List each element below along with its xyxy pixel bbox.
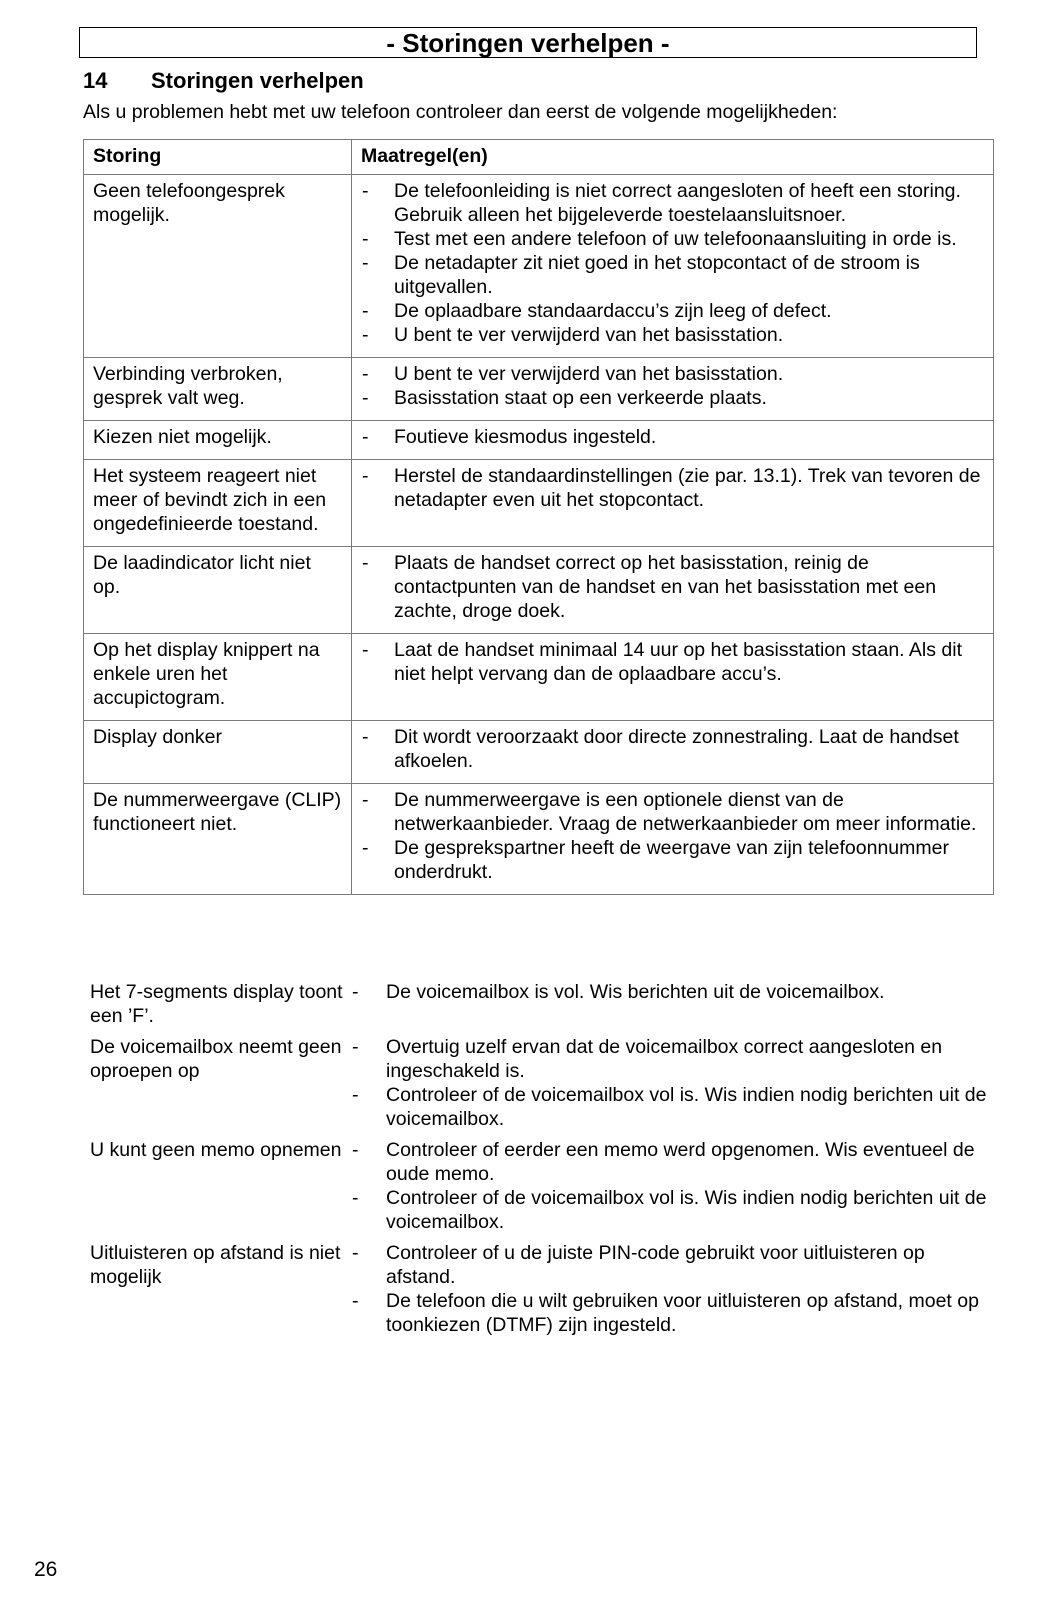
bullet-dash: - <box>362 363 369 385</box>
measure-item <box>361 425 985 449</box>
column-header-measures: Maatregel(en) <box>352 140 994 175</box>
measure-list <box>351 1138 994 1234</box>
problem-cell: De laadindicator licht niet op. <box>84 547 352 634</box>
measure-text: Controleer of de voicemailbox vol is. Wis indien nodig berichten uit de voicemailbox. <box>386 1084 987 1130</box>
measure-item <box>361 788 985 836</box>
measures-cell <box>352 358 994 421</box>
problem-cell: Op het display knippert na enkele uren het accupictogram. <box>84 634 352 721</box>
list-item <box>83 980 994 1028</box>
bullet-dash: - <box>362 465 369 487</box>
measure-text: De telefoonleiding is niet correct aangesloten of heeft een storing. Gebruik alleen het bijgeleverde toestelaansluitsnoer. <box>394 180 961 226</box>
table-row <box>84 634 994 721</box>
measure-list <box>361 179 985 347</box>
problem-cell: Het systeem reageert niet meer of bevindt zich in een ongedefinieerde toestand. <box>84 460 352 547</box>
measure-list <box>361 362 985 410</box>
measure-item <box>361 299 985 323</box>
measure-text: De netadapter zit niet goed in het stopcontact of de stroom is uitgevallen. <box>394 252 920 298</box>
measure-list <box>361 725 985 773</box>
bullet-dash: - <box>352 981 359 1003</box>
measure-item <box>361 386 985 410</box>
bullet-dash: - <box>362 324 369 346</box>
measure-text: Herstel de standaardinstellingen (zie par. 13.1). Trek van tevoren de netadapter even uit het stopcontact. <box>394 465 981 511</box>
problem-cell: Verbinding verbroken, gesprek valt weg. <box>84 358 352 421</box>
intro-text: Als u problemen hebt met uw telefoon controleer dan eerst de volgende mogelijkheden: <box>83 101 838 123</box>
problem-cell: De nummerweergave (CLIP) functioneert niet. <box>84 784 352 895</box>
measure-text: U bent te ver verwijderd van het basisstation. <box>394 324 784 346</box>
measure-list <box>361 551 985 623</box>
measure-text: Test met een andere telefoon of uw telefoonaansluiting in orde is. <box>394 228 957 250</box>
measures-cell <box>352 634 994 721</box>
section-title: Storingen verhelpen <box>151 68 364 93</box>
bullet-dash: - <box>362 552 369 574</box>
measure-list <box>361 788 985 884</box>
list-item <box>83 1035 994 1131</box>
measure-text: Dit wordt veroorzaakt door directe zonnestraling. Laat de handset afkoelen. <box>394 726 959 772</box>
measure-item <box>351 1241 994 1289</box>
table-row <box>84 421 994 460</box>
measure-text: U bent te ver verwijderd van het basisstation. <box>394 363 784 385</box>
page-header-box <box>79 27 977 58</box>
measure-item <box>351 980 994 1004</box>
bullet-dash: - <box>352 1187 359 1209</box>
measure-list <box>351 980 994 1004</box>
bullet-dash: - <box>362 426 369 448</box>
page-number: 26 <box>34 1558 58 1581</box>
table-row <box>84 784 994 895</box>
measure-list <box>351 1035 994 1131</box>
table-row <box>84 460 994 547</box>
measure-item <box>361 725 985 773</box>
section-number: 14 <box>83 68 108 93</box>
measures-block <box>351 1138 994 1234</box>
measures-block <box>351 1035 994 1131</box>
measures-block <box>351 1241 994 1337</box>
measure-item <box>361 362 985 386</box>
problem-cell: Kiezen niet mogelijk. <box>84 421 352 460</box>
measure-item <box>361 551 985 623</box>
table-header-row <box>84 140 994 175</box>
measure-item <box>351 1035 994 1083</box>
table-row <box>84 547 994 634</box>
table-row <box>84 358 994 421</box>
list-item <box>83 1138 994 1234</box>
measure-text: Plaats de handset correct op het basisstation, reinig de contactpunten van de handset en van het basisstation met een zachte, droge doek. <box>394 552 937 622</box>
measure-text: Controleer of de voicemailbox vol is. Wis indien nodig berichten uit de voicemailbox. <box>386 1187 987 1233</box>
measure-item <box>361 251 985 299</box>
measure-text: Foutieve kiesmodus ingesteld. <box>394 426 657 448</box>
measure-text: Controleer of u de juiste PIN-code gebruikt voor uitluisteren op afstand. <box>386 1242 925 1288</box>
problem-text: Het 7-segments display toont een ’F’. <box>90 981 343 1027</box>
table-row <box>84 175 994 358</box>
measure-item <box>361 464 985 512</box>
measures-cell <box>352 421 994 460</box>
table-row <box>84 721 994 784</box>
measure-text: De voicemailbox is vol. Wis berichten uit de voicemailbox. <box>386 981 885 1003</box>
measures-cell <box>352 460 994 547</box>
table-body <box>84 175 994 895</box>
measures-cell <box>352 721 994 784</box>
measure-list <box>361 425 985 449</box>
page-header-title: - Storingen verhelpen - <box>386 27 670 58</box>
measure-text: De oplaadbare standaardaccu’s zijn leeg of defect. <box>394 300 832 322</box>
measure-item <box>361 227 985 251</box>
measure-text: De nummerweergave is een optionele dienst van de netwerkaanbieder. Vraag de netwerkaanbieder om meer informatie. <box>394 789 977 835</box>
bullet-dash: - <box>362 789 369 811</box>
measure-text: Controleer of eerder een memo werd opgenomen. Wis eventueel de oude memo. <box>386 1139 975 1185</box>
problem-cell: Display donker <box>84 721 352 784</box>
bullet-dash: - <box>362 387 369 409</box>
measure-text: Overtuig uzelf ervan dat de voicemailbox correct aangesloten en ingeschakeld is. <box>386 1036 943 1082</box>
list-item <box>83 1241 994 1337</box>
bullet-dash: - <box>352 1242 359 1264</box>
column-header-problem: Storing <box>84 140 352 175</box>
problem-cell: Geen telefoongesprek mogelijk. <box>84 175 352 358</box>
measure-list <box>351 1241 994 1337</box>
bullet-dash: - <box>362 837 369 859</box>
problem-text: De voicemailbox neemt geen oproepen op <box>90 1036 342 1082</box>
measures-cell <box>352 784 994 895</box>
bullet-dash: - <box>362 252 369 274</box>
bullet-dash: - <box>362 726 369 748</box>
bullet-dash: - <box>352 1084 359 1106</box>
measure-list <box>361 464 985 512</box>
bullet-dash: - <box>362 228 369 250</box>
measures-cell <box>352 547 994 634</box>
problem-text: Uitluisteren op afstand is niet mogelijk <box>90 1242 341 1288</box>
measure-item <box>361 323 985 347</box>
bullet-dash: - <box>362 639 369 661</box>
bullet-dash: - <box>352 1036 359 1058</box>
measure-text: Basisstation staat op een verkeerde plaats. <box>394 387 767 409</box>
measure-item <box>361 638 985 686</box>
measures-block <box>351 980 994 1028</box>
measures-cell <box>352 175 994 358</box>
bullet-dash: - <box>362 180 369 202</box>
bullet-dash: - <box>362 300 369 322</box>
measure-item <box>351 1083 994 1131</box>
measure-text: De telefoon die u wilt gebruiken voor uitluisteren op afstand, moet op toonkiezen (DTMF) zijn ingesteld. <box>386 1290 979 1336</box>
bullet-dash: - <box>352 1290 359 1312</box>
measure-item <box>361 836 985 884</box>
measure-item <box>351 1289 994 1337</box>
measure-text: Laat de handset minimaal 14 uur op het basisstation staan. Als dit niet helpt vervang dan de oplaadbare accu’s. <box>394 639 963 685</box>
measure-item <box>361 179 985 227</box>
measure-text: De gesprekspartner heeft de weergave van zijn telefoonnummer onderdrukt. <box>394 837 949 883</box>
additional-troubleshooting-list <box>83 980 994 1344</box>
measure-item <box>351 1138 994 1186</box>
measure-list <box>361 638 985 686</box>
section-heading <box>83 68 364 94</box>
bullet-dash: - <box>352 1139 359 1161</box>
troubleshooting-table <box>83 139 994 895</box>
problem-text: U kunt geen memo opnemen <box>90 1139 342 1161</box>
measure-item <box>351 1186 994 1234</box>
